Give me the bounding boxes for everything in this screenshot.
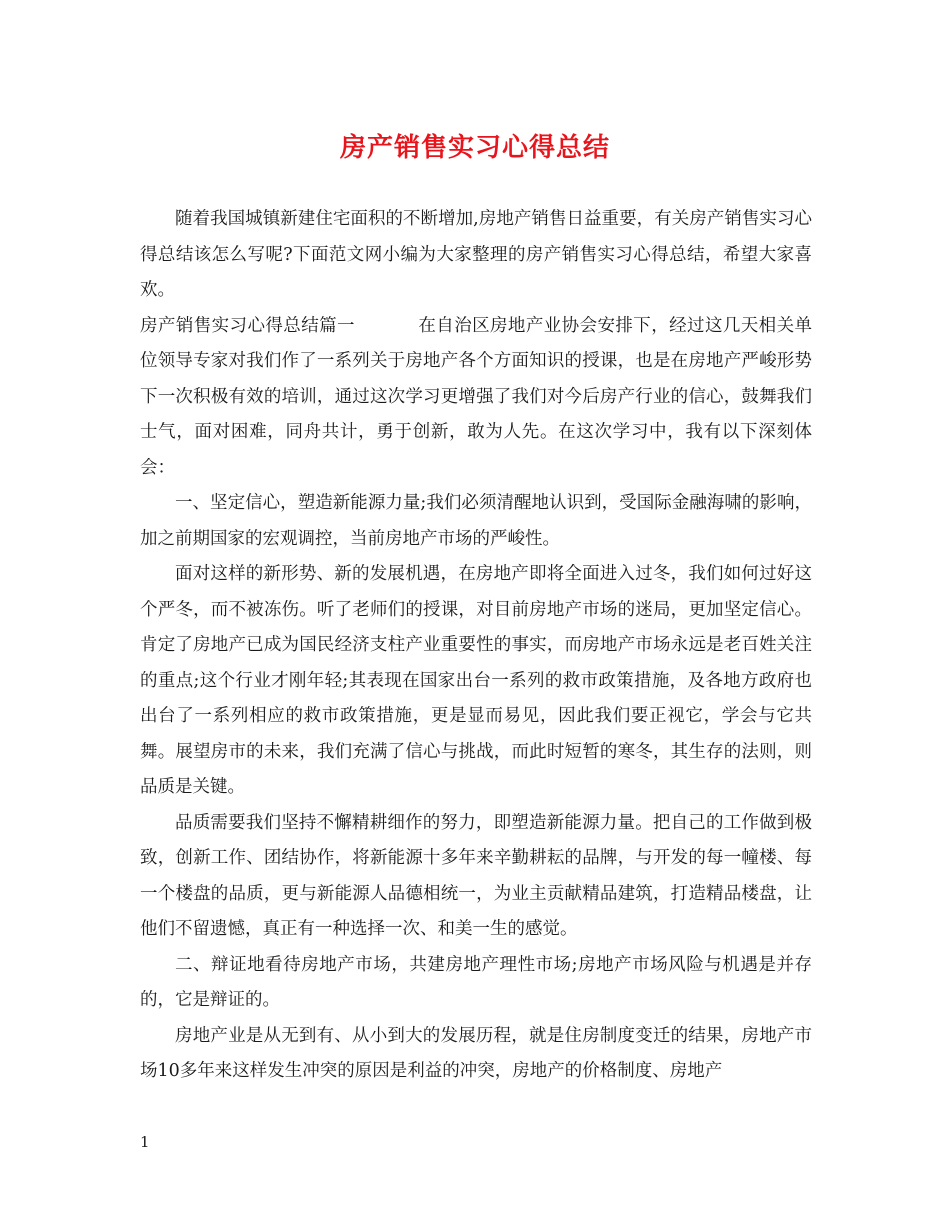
paragraph-point-two: 二、辩证地看待房地产市场，共建房地产理性市场;房地产市场风险与机遇是并存的，它是辩证的。 <box>140 954 812 1010</box>
paragraph-quality: 品质需要我们坚持不懈精耕细作的努力，即塑造新能源力量。把自己的工作做到极致，创新工作、团结协作，将新能源十多年来辛勤耕耘的品牌，与开发的每一幢楼、每一个楼盘的品质，更与新能源人品德相统一，为业主贡献精品建筑，打造精品楼盘，让他们不留遗憾，真正有一种选择一次、和美一生的感觉。 <box>140 812 812 939</box>
paragraph-point-one: 一、坚定信心，塑造新能源力量;我们必须清醒地认识到，受国际金融海啸的影响，加之前期国家的宏观调控，当前房地产市场的严峻性。 <box>140 493 812 549</box>
paragraph-section-one <box>140 309 812 487</box>
paragraph-industry-history: 房地产业是从无到有、从小到大的发展历程，就是住房制度变迁的结果，房地产市场10多年来这样发生冲突的原因是利益的冲突，房地产的价格制度、房地产 <box>140 1025 812 1081</box>
section-heading: 房产销售实习心得总结篇一 <box>140 315 355 336</box>
paragraph-intro: 随着我国城镇新建住宅面积的不断增加,房地产销售日益重要，有关房产销售实习心得总结该怎么写呢?下面范文网小编为大家整理的房产销售实习心得总结，希望大家喜欢。 <box>140 209 812 300</box>
page-number: 1 <box>140 1133 150 1151</box>
paragraph-new-situation: 面对这样的新形势、新的发展机遇，在房地产即将全面进入过冬，我们如何过好这个严冬，而不被冻伤。听了老师们的授课，对目前房地产市场的迷局，更加坚定信心。肯定了房地产已成为国民经济支柱产业重要性的事实，而房地产市场永远是老百姓关注的重点;这个行业才刚年轻;其表现在国家出台一系列的救市政策措施，及各地方政府也出台了一系列相应的救市政策措施，更是显而易见，因此我们要正视它，学会与它共舞。展望房市的未来，我们充满了信心与挑战，而此时短暂的寒冬，其生存的法则，则品质是关键。 <box>140 564 812 797</box>
document-body <box>140 202 812 1090</box>
section-text: 在自治区房地产业协会安排下，经过这几天相关单位领导专家对我们作了一系列关于房地产各个方面知识的授课，也是在房地产严峻形势下一次积极有效的培训，通过这次学习更增强了我们对今后房产行业的信心，鼓舞我们士气，面对困难，同舟共计，勇于创新，敢为人先。在这次学习中，我有以下深刻体会： <box>140 315 813 478</box>
document-title: 房产销售实习心得总结 <box>339 133 610 163</box>
